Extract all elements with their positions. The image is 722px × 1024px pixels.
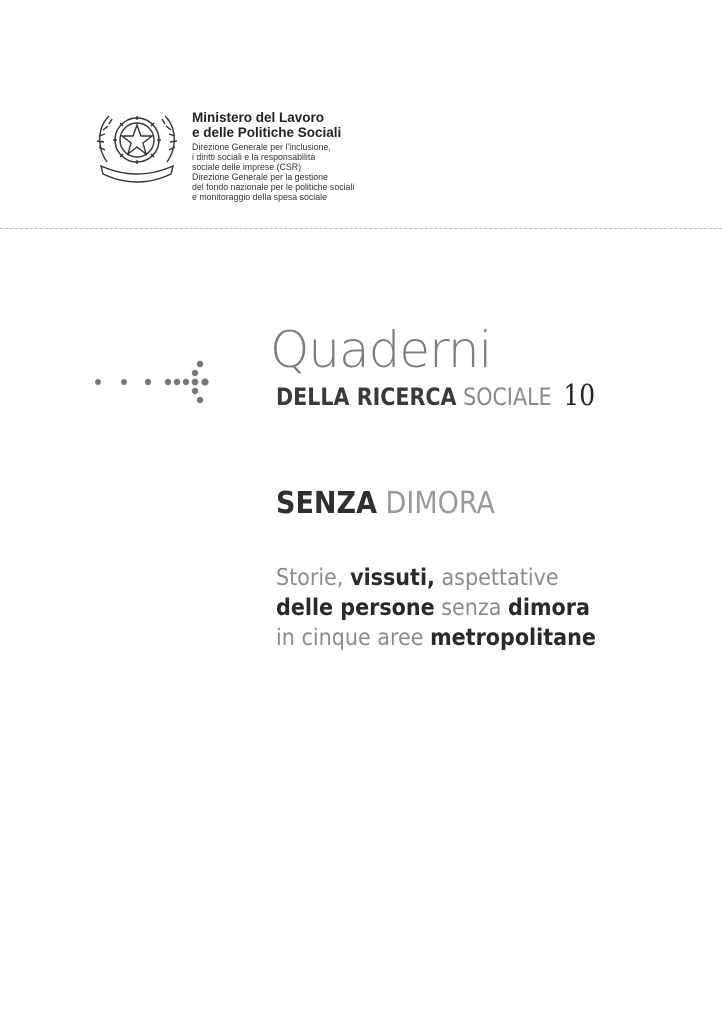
document-title (276, 486, 495, 522)
document-subtitle (276, 563, 596, 653)
subtitle-word: vissuti, (350, 565, 435, 591)
ministry-name-line1: Ministero del Lavoro (192, 110, 325, 125)
italian-republic-emblem-icon (93, 100, 181, 188)
series-della-ricerca: DELLA RICERCA (276, 383, 457, 411)
series-number: 10 (563, 378, 596, 412)
subtitle-line-3 (276, 623, 596, 653)
title-senza: SENZA (276, 486, 377, 521)
directorates-text: Direzione Generale per l’inclusione, i diritti sociali e la responsabilità sociale delle imprese (CSR) Direzione Generale per la gestione del fondo nazionale per le politiche sociali e monitoraggio della spesa sociale (192, 142, 355, 202)
subtitle-line-1 (276, 563, 596, 593)
ministry-name-line2: e delle Politiche Sociali (192, 125, 342, 140)
ministry-heading (192, 110, 442, 202)
subtitle-word: senza (441, 595, 502, 621)
header-divider (0, 228, 722, 229)
dotted-arrow-icon (90, 355, 220, 410)
subtitle-word: metropolitane (430, 625, 596, 651)
subtitle-word: aspettative (441, 565, 559, 591)
subtitle-word: in cinque aree (276, 625, 424, 651)
title-dimora: DIMORA (385, 486, 496, 521)
subtitle-word: delle persone (276, 595, 435, 621)
series-quaderni: Quaderni (270, 321, 492, 379)
subtitle-line-2 (276, 593, 596, 623)
series-sociale: SOCIALE (463, 383, 552, 411)
subtitle-word: Storie, (276, 565, 344, 591)
subtitle-word: dimora (508, 595, 590, 621)
series-subtitle (276, 378, 596, 412)
